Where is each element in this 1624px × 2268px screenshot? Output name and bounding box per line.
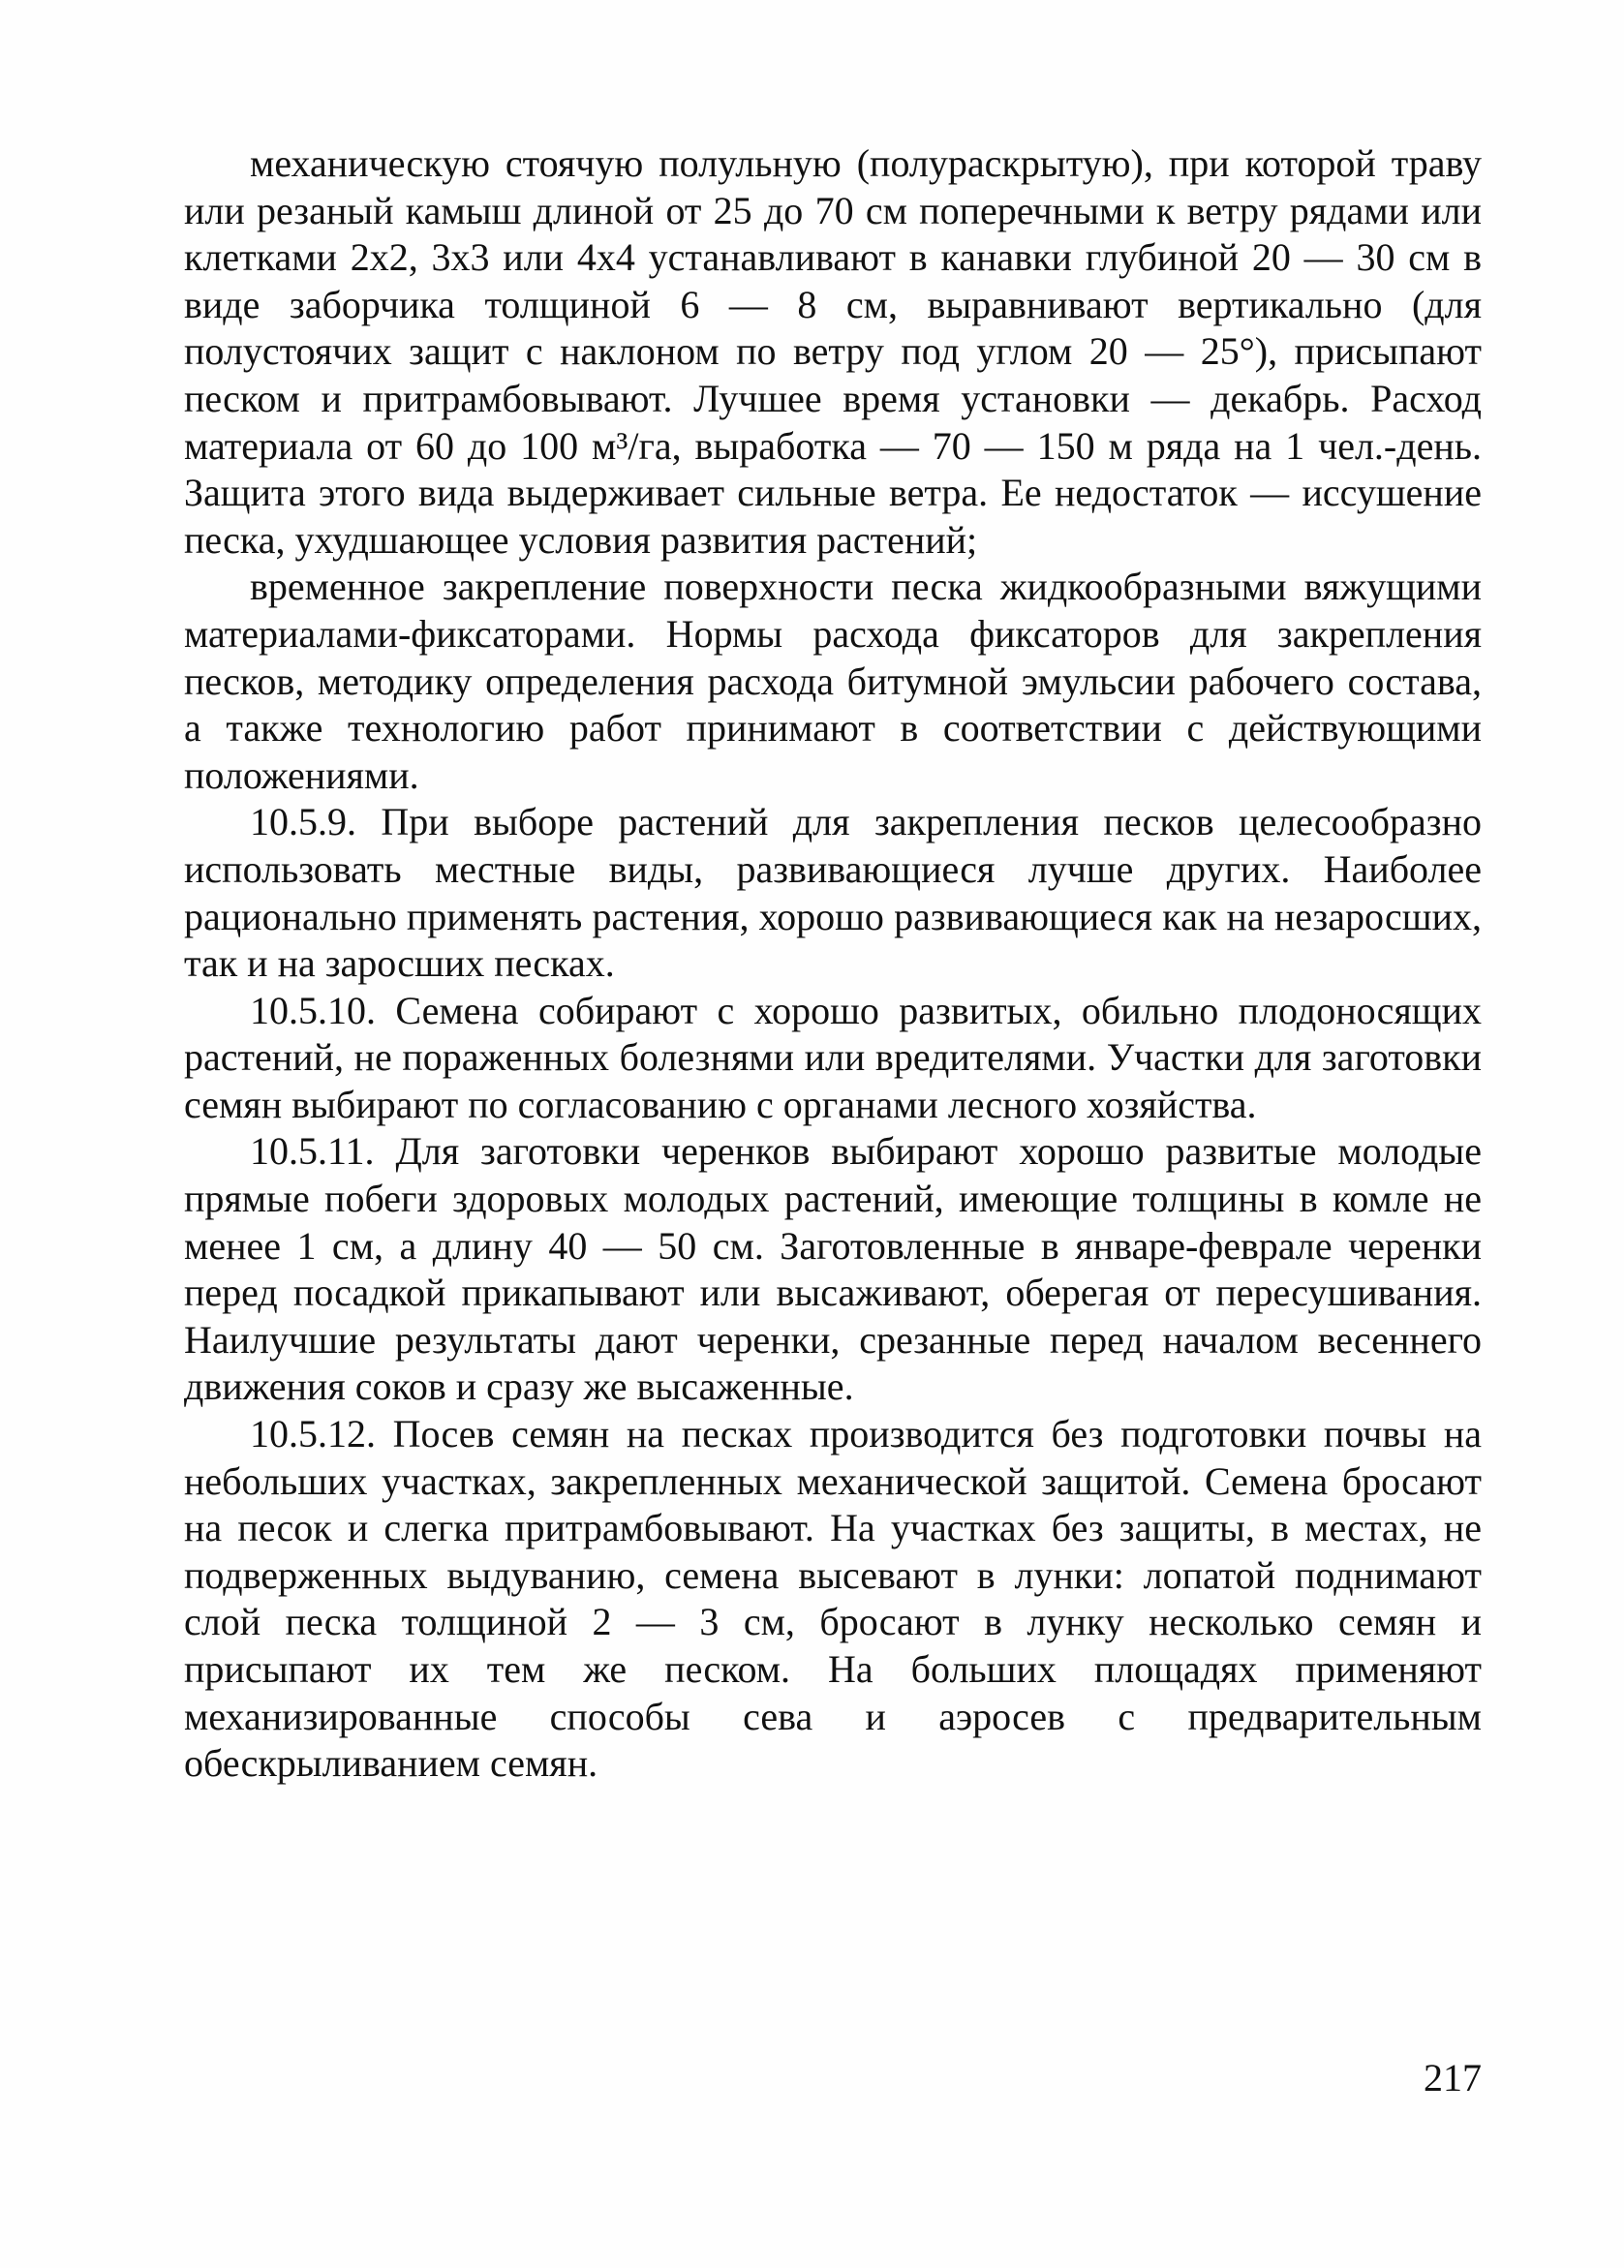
- paragraph-10-5-9: 10.5.9. При выборе растений для закрепления песков целесообразно использовать местные виды, развивающиеся лучше других. Наиболее рационально применять растения, хорошо развивающиеся как на незаросших, так и на заросших песках.: [184, 800, 1482, 986]
- page-number: 217: [1424, 2056, 1482, 2099]
- paragraph-10-5-12: 10.5.12. Посев семян на песках производится без подготовки почвы на небольших участках, закрепленных механической защитой. Семена бросают на песок и слегка притрамбовывают. На участках без защиты, в местах, не подверженных выдуванию, семена высевают в лунки: лопатой поднимают слой песка толщиной 2 — 3 см, бросают в лунку несколько семян и присыпают их тем же песком. На больших площадях применяют механизированные способы сева и аэросев с предварительным обескрыливанием семян.: [184, 1412, 1482, 1786]
- paragraph-10-5-10: 10.5.10. Семена собирают с хорошо развитых, обильно плодоносящих растений, не пораженных болезнями или вредителями. Участки для заготовки семян выбирают по согласованию с органами лесного хозяйства.: [184, 988, 1482, 1126]
- paragraph-temporary-fixing: временное закрепление поверхности песка жидкообразными вяжущими материалами-фиксаторами. Нормы расхода фиксаторов для закрепления песков, методику определения расхода битумной эмульсии рабочего состава, а также технологию работ принимают в соответствии с действующими положениями.: [184, 565, 1482, 797]
- paragraph-mechanical-protection: механическую стоячую полульную (полураскрытую), при которой траву или резаный камыш длиной от 25 до 70 см поперечными к ветру рядами или клетками 2х2, 3х3 или 4х4 устанавливают в канавки глубиной 20 — 30 см в виде заборчика толщиной 6 — 8 см, выравнивают вертикально (для полустоячих защит с наклоном по ветру под углом 20 — 25°), присыпают песком и притрамбовывают. Лучшее время установки — декабрь. Расход материала от 60 до 100 м³/га, выработка — 70 — 150 м ряда на 1 чел.-день. Защита этого вида выдерживает сильные ветра. Ее недостаток — иссушение песка, ухудшающее условия развития растений;: [184, 141, 1482, 562]
- body-text: [184, 140, 1482, 1788]
- paragraph-10-5-11: 10.5.11. Для заготовки черенков выбирают хорошо развитые молодые прямые побеги здоровых молодых растений, имеющие толщины в комле не менее 1 см, а длину 40 — 50 см. Заготовленные в январе-феврале черенки перед посадкой прикапывают или высаживают, оберегая от пересушивания. Наилучшие результаты дают черенки, срезанные перед началом весеннего движения соков и сразу же высаженные.: [184, 1129, 1482, 1409]
